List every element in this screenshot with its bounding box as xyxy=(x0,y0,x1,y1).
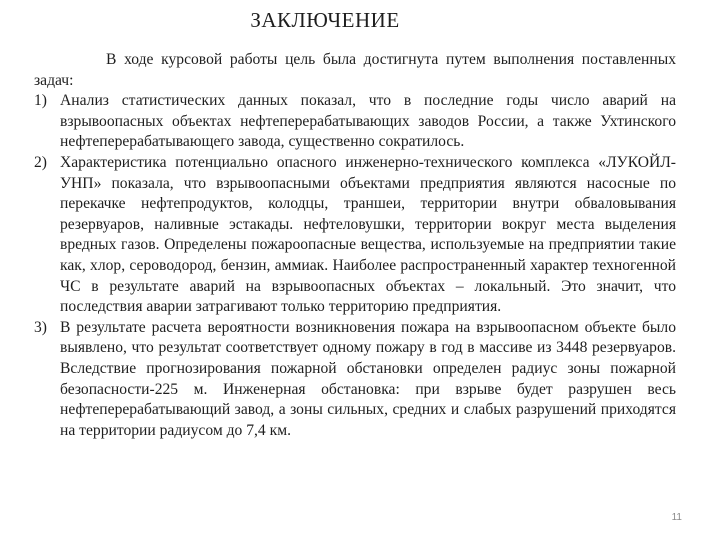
list-item xyxy=(34,318,676,442)
list-item-number: 2) xyxy=(34,153,47,171)
list-item-number: 3) xyxy=(34,318,47,336)
list-item-text: Характеристика потенциально опасного инженерно-технического комплекса «ЛУКОЙЛ-УНП» показала, что взрывоопасными объектами предприятия являются насосные по перекачке нефтепродуктов, колодцы, траншеи, территории внутри обваловывания резервуаров, наливные эстакады. нефтеловушки, территории вокруг места выделения вредных газов. Определены пожароопасные вещества, используемые на предприятии такие как, хлор, сероводород, бензин, аммиак. Наиболее распространенный характер техногенной ЧС в результате аварий на взрывоопасных объектах – локальный. Это значит, что последствия аварии затрагивают только территорию предприятия. xyxy=(60,153,676,316)
page-number: 11 xyxy=(671,512,682,523)
list-item-text: Анализ статистических данных показал, что в последние годы число аварий на взрывоопасных объектах нефтеперерабатывающих заводов России, а также Ухтинского нефтеперерабатывающего завода, существенно сократилось. xyxy=(60,92,676,151)
list-item xyxy=(34,91,676,153)
conclusion-list xyxy=(34,91,676,441)
slide-body xyxy=(34,50,676,441)
list-item-number: 1) xyxy=(34,92,47,110)
slide-title: ЗАКЛЮЧЕНИЕ xyxy=(250,8,400,32)
list-item-text: В результате расчета вероятности возникновения пожара на взрывоопасном объекте было выявлено, что результат соответствует одному пожару в год в массиве из 3448 резервуаров. Вследствие прогнозирования пожарной обстановки определен радиус зоны пожарной безопасности-225 м. Инженерная обстановка: при взрыве будет разрушен весь нефтеперерабатывающий завод, а зоны сильных, средних и слабых разрушений приходятся на территории радиусом до 7,4 км. xyxy=(60,318,676,439)
intro-paragraph: В ходе курсовой работы цель была достигнута путем выполнения поставленных задач: xyxy=(34,51,676,89)
list-item xyxy=(34,153,676,318)
